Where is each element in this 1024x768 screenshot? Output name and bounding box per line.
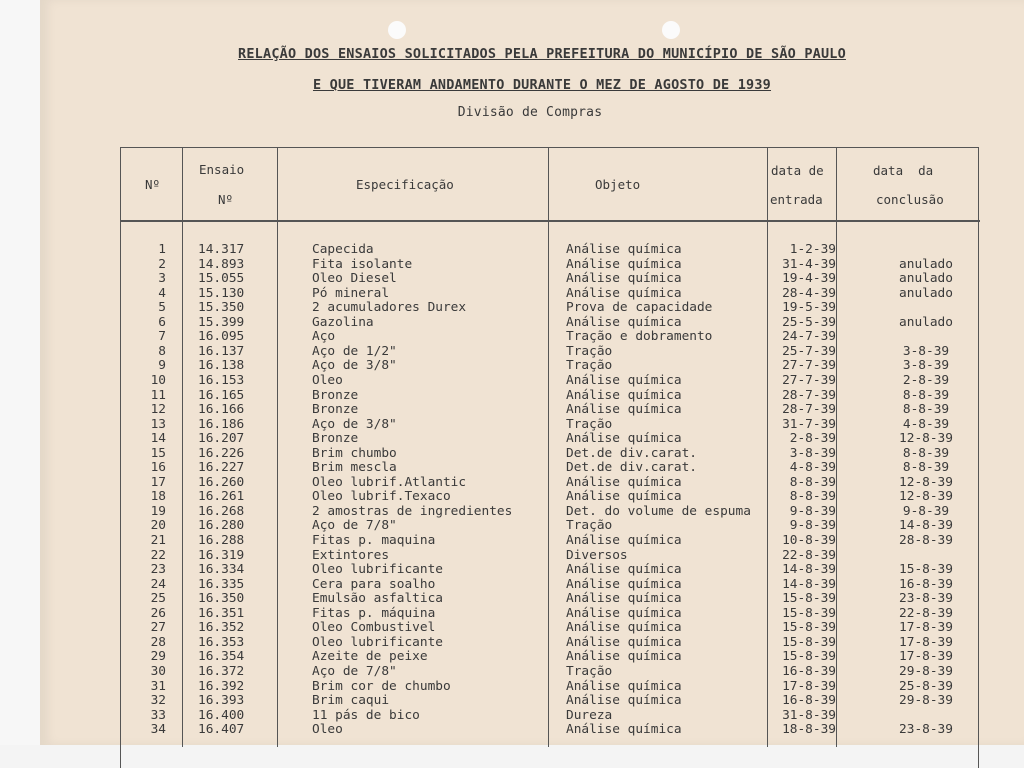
row-number: 8 xyxy=(158,343,166,359)
row-number: 34 xyxy=(150,722,166,738)
entry-date: 9-8-39 xyxy=(789,518,836,534)
conclusion-date: 29-8-39 xyxy=(899,663,953,679)
row-number: 18 xyxy=(150,489,166,505)
ensaio-number: 16.407 xyxy=(198,722,245,738)
title-line-2: E QUE TIVERAM ANDAMENTO DURANTE O MEZ DE AGOSTO DE 1939 xyxy=(312,77,772,93)
ensaio-number: 16.353 xyxy=(198,634,245,650)
row-number: 3 xyxy=(158,271,166,287)
ensaio-number: 16.166 xyxy=(198,402,245,418)
ensaio-number: 14.317 xyxy=(198,242,245,257)
specification: Aço xyxy=(312,329,336,345)
entry-date: 4-8-39 xyxy=(789,460,836,476)
conclusion-date: 17-8-39 xyxy=(899,649,953,665)
entry-date: 16-8-39 xyxy=(782,663,836,679)
specification: Brim mescla xyxy=(312,460,397,476)
entry-date: 28-4-39 xyxy=(782,285,836,301)
object: Análise química xyxy=(566,285,682,301)
row-number: 17 xyxy=(150,474,166,490)
object: Análise química xyxy=(566,678,682,694)
conclusion-date: anulado xyxy=(899,285,953,301)
row-number: 12 xyxy=(150,402,166,418)
subtitle: Divisão de Compras xyxy=(457,105,603,120)
specification: Oleo lubrif.Texaco xyxy=(312,489,451,505)
row-number: 6 xyxy=(158,314,166,330)
row-number: 13 xyxy=(150,416,166,432)
entry-date: 8-8-39 xyxy=(789,474,836,490)
specification: Cera para soalho xyxy=(312,576,436,592)
punch-hole-right xyxy=(662,21,680,39)
specification: Oleo lubrif.Atlantic xyxy=(312,474,467,490)
conclusion-date: 8-8-39 xyxy=(902,445,950,461)
object: Dureza xyxy=(566,707,613,723)
ensaio-number: 16.095 xyxy=(198,329,245,345)
specification: Aço de 3/8" xyxy=(312,416,397,432)
header-conclusao-1: data da xyxy=(873,163,934,178)
entry-date: 8-8-39 xyxy=(789,489,836,505)
row-number: 32 xyxy=(150,693,166,709)
entry-date: 10-8-39 xyxy=(782,533,836,548)
specification: Oleo Combustivel xyxy=(312,620,436,636)
conclusion-date: anulado xyxy=(899,314,953,330)
specification: Oleo xyxy=(312,372,343,388)
object: Análise química xyxy=(566,722,682,738)
row-number: 11 xyxy=(150,387,166,403)
object: Prova de capacidade xyxy=(566,300,713,316)
object: Análise química xyxy=(566,533,682,548)
specification: Pó mineral xyxy=(312,285,390,301)
ensaio-number: 15.399 xyxy=(198,314,245,330)
row-number: 14 xyxy=(150,431,166,447)
conclusion-date: 8-8-39 xyxy=(902,460,950,476)
specification: Oleo lubrificante xyxy=(312,634,443,650)
entry-date: 3-8-39 xyxy=(789,445,836,461)
conclusion-date: 23-8-39 xyxy=(899,722,953,738)
entry-date: 27-7-39 xyxy=(782,358,836,374)
row-number: 28 xyxy=(150,634,166,650)
object: Tração e dobramento xyxy=(566,329,713,345)
object: Análise química xyxy=(566,431,682,447)
row-number: 27 xyxy=(150,620,166,636)
row-number: 30 xyxy=(150,663,166,679)
row-number: 25 xyxy=(150,591,166,607)
header-ensaio-2: Nº xyxy=(218,192,234,207)
row-number: 20 xyxy=(150,518,166,534)
conclusion-date: 29-8-39 xyxy=(899,693,953,709)
row-number: 23 xyxy=(150,562,166,578)
ensaio-number: 15.055 xyxy=(198,271,245,287)
row-number: 15 xyxy=(150,445,166,461)
object: Análise química xyxy=(566,474,682,490)
ensaio-number: 16.335 xyxy=(198,576,245,592)
specification: Brim chumbo xyxy=(312,445,397,461)
specification: Bronze xyxy=(312,387,359,403)
entry-date: 2-8-39 xyxy=(789,431,836,447)
entry-date: 25-7-39 xyxy=(782,343,836,359)
ensaio-number: 16.351 xyxy=(198,605,245,621)
ensaio-number: 16.207 xyxy=(198,431,245,447)
object: Análise química xyxy=(566,634,682,650)
entry-date: 31-4-39 xyxy=(782,256,836,272)
specification: Aço de 7/8" xyxy=(312,663,397,679)
object: Det. do volume de espuma xyxy=(566,503,751,519)
specification: Fita isolante xyxy=(312,256,413,272)
conclusion-date: 25-8-39 xyxy=(899,678,953,694)
entry-date: 28-7-39 xyxy=(782,387,836,403)
specification: Fitas p. maquina xyxy=(312,533,436,548)
specification: Fitas p. máquina xyxy=(312,605,436,621)
entry-date: 19-5-39 xyxy=(782,300,836,316)
specification: Bronze xyxy=(312,402,359,418)
specification: 2 acumuladores Durex xyxy=(312,300,467,316)
object: Análise química xyxy=(566,576,682,592)
conclusion-date: 4-8-39 xyxy=(902,416,950,432)
row-number: 16 xyxy=(150,460,166,476)
specification: Gazolina xyxy=(312,314,374,330)
specification: Azeite de peixe xyxy=(312,649,428,665)
ensaio-number: 16.392 xyxy=(198,678,245,694)
entry-date: 28-7-39 xyxy=(782,402,836,418)
punch-hole-left xyxy=(388,21,406,39)
row-number: 31 xyxy=(150,678,166,694)
object: Análise química xyxy=(566,620,682,636)
ensaio-number: 15.350 xyxy=(198,300,245,316)
entry-date: 14-8-39 xyxy=(782,576,836,592)
ensaio-number: 16.354 xyxy=(198,649,245,665)
column-divider xyxy=(548,147,549,747)
ensaio-number: 14.893 xyxy=(198,256,245,272)
ensaio-number: 16.186 xyxy=(198,416,245,432)
column-divider xyxy=(182,147,183,747)
row-number: 24 xyxy=(150,576,166,592)
ensaio-number: 16.319 xyxy=(198,547,245,563)
object: Análise química xyxy=(566,387,682,403)
entry-date: 15-8-39 xyxy=(782,605,836,621)
object: Análise química xyxy=(566,693,682,709)
header-objeto: Objeto xyxy=(595,177,641,192)
object: Análise química xyxy=(566,242,682,257)
conclusion-date: 14-8-39 xyxy=(899,518,953,534)
object: Tração xyxy=(566,343,613,359)
row-number: 1 xyxy=(158,242,166,257)
entry-date: 27-7-39 xyxy=(782,372,836,388)
header-ensaio-1: Ensaio xyxy=(199,162,245,177)
conclusion-date: 15-8-39 xyxy=(899,562,953,578)
specification: Bronze xyxy=(312,431,359,447)
object: Análise química xyxy=(566,489,682,505)
ensaio-number: 16.372 xyxy=(198,663,245,679)
entry-date: 14-8-39 xyxy=(782,562,836,578)
object: Tração xyxy=(566,416,613,432)
specification: Brim caqui xyxy=(312,693,390,709)
ensaio-number: 16.227 xyxy=(198,460,245,476)
ensaio-number: 16.137 xyxy=(198,343,245,359)
row-number: 19 xyxy=(150,503,166,519)
specification: Oleo xyxy=(312,722,343,738)
row-number: 29 xyxy=(150,649,166,665)
column-divider xyxy=(277,147,278,747)
object: Análise química xyxy=(566,314,682,330)
specification: Aço de 3/8" xyxy=(312,358,397,374)
row-number: 7 xyxy=(158,329,166,345)
ensaio-number: 16.334 xyxy=(198,562,245,578)
object: Análise química xyxy=(566,562,682,578)
object: Análise química xyxy=(566,372,682,388)
conclusion-date: 12-8-39 xyxy=(899,474,953,490)
entry-date: 9-8-39 xyxy=(789,503,836,519)
specification: 2 amostras de ingredientes xyxy=(312,503,513,519)
specification: Extintores xyxy=(312,547,390,563)
specification: Aço de 1/2" xyxy=(312,343,397,359)
conclusion-date: 12-8-39 xyxy=(899,431,953,447)
header-divider xyxy=(120,220,980,222)
entry-date: 31-8-39 xyxy=(782,707,836,723)
object: Det.de div.carat. xyxy=(566,460,697,476)
specification: Oleo Diesel xyxy=(312,271,397,287)
row-number: 9 xyxy=(158,358,166,374)
entry-date: 15-8-39 xyxy=(782,591,836,607)
ensaio-number: 16.400 xyxy=(198,707,245,723)
ensaio-number: 16.350 xyxy=(198,591,245,607)
object: Diversos xyxy=(566,547,628,563)
object: Análise química xyxy=(566,256,682,272)
header-especificacao: Especificação xyxy=(356,177,454,192)
conclusion-date: anulado xyxy=(899,256,953,272)
ensaio-number: 16.352 xyxy=(198,620,245,636)
object: Tração xyxy=(566,518,613,534)
conclusion-date: 9-8-39 xyxy=(902,503,950,519)
header-entrada-1: data de xyxy=(771,163,824,178)
row-number: 22 xyxy=(150,547,166,563)
title-line-1: RELAÇÃO DOS ENSAIOS SOLICITADOS PELA PREFEITURA DO MUNICÍPIO DE SÃO PAULO xyxy=(238,46,846,62)
conclusion-date: 16-8-39 xyxy=(899,576,953,592)
entry-date: 24-7-39 xyxy=(782,329,836,345)
header-entrada-2: entrada xyxy=(770,192,823,207)
ensaio-number: 16.268 xyxy=(198,503,245,519)
ensaio-number: 16.261 xyxy=(198,489,245,505)
ensaio-number: 16.153 xyxy=(198,372,245,388)
row-number: 21 xyxy=(150,533,166,548)
entry-date: 18-8-39 xyxy=(782,722,836,738)
conclusion-date: 23-8-39 xyxy=(899,591,953,607)
conclusion-date: 8-8-39 xyxy=(902,387,950,403)
specification: Emulsão asfaltica xyxy=(312,591,443,607)
object: Análise química xyxy=(566,271,682,287)
header-conclusao-2: conclusão xyxy=(876,192,944,207)
ensaio-number: 16.165 xyxy=(198,387,245,403)
object: Tração xyxy=(566,663,613,679)
conclusion-date: 22-8-39 xyxy=(899,605,953,621)
entry-date: 15-8-39 xyxy=(782,620,836,636)
entry-date: 22-8-39 xyxy=(782,547,836,563)
ensaio-number: 16.393 xyxy=(198,693,245,709)
conclusion-date: anulado xyxy=(899,271,953,287)
table-frame xyxy=(120,147,979,768)
entry-date: 1-2-39 xyxy=(789,242,836,257)
specification: 11 pás de bico xyxy=(312,707,420,723)
entry-date: 25-5-39 xyxy=(782,314,836,330)
conclusion-date: 8-8-39 xyxy=(902,402,950,418)
object: Análise química xyxy=(566,591,682,607)
row-number: 26 xyxy=(150,605,166,621)
ensaio-number: 16.280 xyxy=(198,518,245,534)
object: Det.de div.carat. xyxy=(566,445,697,461)
conclusion-date: 17-8-39 xyxy=(899,634,953,650)
ensaio-number: 16.138 xyxy=(198,358,245,374)
entry-date: 15-8-39 xyxy=(782,649,836,665)
ensaio-number: 16.288 xyxy=(198,533,245,548)
specification: Oleo lubrificante xyxy=(312,562,443,578)
object: Análise química xyxy=(566,649,682,665)
conclusion-date: 3-8-39 xyxy=(902,343,950,359)
entry-date: 15-8-39 xyxy=(782,634,836,650)
entry-date: 16-8-39 xyxy=(782,693,836,709)
specification: Brim cor de chumbo xyxy=(312,678,451,694)
object: Análise química xyxy=(566,402,682,418)
row-number: 4 xyxy=(158,285,166,301)
row-number: 2 xyxy=(158,256,166,272)
object: Análise química xyxy=(566,605,682,621)
conclusion-date: 12-8-39 xyxy=(899,489,953,505)
ensaio-number: 15.130 xyxy=(198,285,245,301)
column-divider xyxy=(836,147,837,747)
entry-date: 17-8-39 xyxy=(782,678,836,694)
conclusion-date: 2-8-39 xyxy=(902,372,950,388)
header-num: Nº xyxy=(145,177,161,192)
row-number: 5 xyxy=(158,300,166,316)
conclusion-date: 3-8-39 xyxy=(902,358,950,374)
specification: Capecida xyxy=(312,242,374,257)
row-number: 33 xyxy=(150,707,166,723)
row-number: 10 xyxy=(150,372,166,388)
background-strip xyxy=(0,0,40,745)
specification: Aço de 7/8" xyxy=(312,518,397,534)
document-sheet xyxy=(40,0,1024,745)
ensaio-number: 16.226 xyxy=(198,445,245,461)
object: Tração xyxy=(566,358,613,374)
ensaio-number: 16.260 xyxy=(198,474,245,490)
conclusion-date: 17-8-39 xyxy=(899,620,953,636)
entry-date: 31-7-39 xyxy=(782,416,836,432)
conclusion-date: 28-8-39 xyxy=(899,533,953,548)
entry-date: 19-4-39 xyxy=(782,271,836,287)
